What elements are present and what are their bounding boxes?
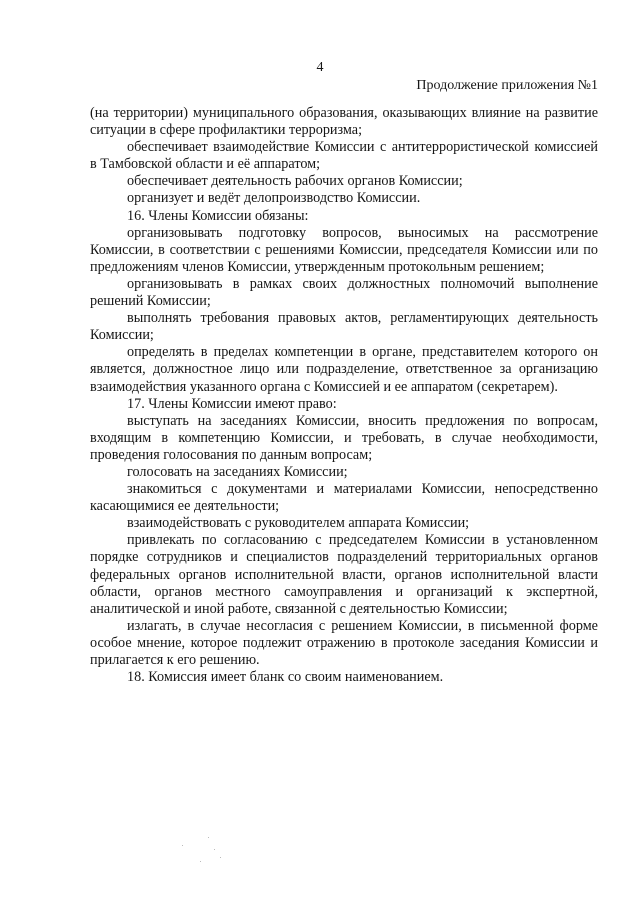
scan-noise bbox=[180, 835, 240, 865]
paragraph: взаимодействовать с руководителем аппарата Комиссии; bbox=[127, 515, 470, 532]
scan-speck bbox=[200, 861, 201, 862]
paragraph: организовывать в рамках своих должностных полномочий выполнение решений Комиссии; bbox=[90, 275, 598, 310]
section-heading-16: 16. Члены Комиссии обязаны: bbox=[127, 207, 309, 224]
section-heading-18: 18. Комиссия имеет бланк со своим наименованием. bbox=[127, 669, 444, 686]
scan-speck bbox=[214, 849, 215, 850]
paragraph: излагать, в случае несогласия с решением Комиссии, в письменной форме особое мнение, которое подлежит отражению в протоколе заседания Комиссии и прилагается к его решению. bbox=[90, 617, 598, 668]
paragraph: обеспечивает деятельность рабочих органов Комиссии; bbox=[127, 173, 463, 190]
scan-speck bbox=[182, 845, 183, 846]
document-body bbox=[90, 105, 598, 686]
paragraph: организовывать подготовку вопросов, выносимых на рассмотрение Комиссии, в соответствии с решениями Комиссии, председателя Комиссии или по предложениям членов Комиссии, утвержденным протокольным решением; bbox=[90, 224, 598, 275]
paragraph: (на территории) муниципального образования, оказывающих влияние на развитие ситуации в сфере профилактики терроризма; bbox=[90, 105, 598, 139]
paragraph: привлекать по согласованию с председателем Комиссии в установленном порядке сотрудников и специалистов подразделений территориальных органов федеральных органов исполнительной власти, органов исполнительной власти области, органов местного самоуправления и организаций к экспертной, аналитической и иной работе, связанной с деятельностью Комиссии; bbox=[90, 532, 598, 617]
scan-speck bbox=[220, 857, 221, 858]
paragraph: обеспечивает взаимодействие Комиссии с антитеррористической комиссией в Тамбовской области и её аппаратом; bbox=[90, 139, 598, 173]
paragraph: знакомиться с документами и материалами Комиссии, непосредственно касающимися ее деятельности; bbox=[90, 481, 598, 515]
paragraph: выполнять требования правовых актов, регламентирующих деятельность Комиссии; bbox=[90, 310, 598, 344]
paragraph: организует и ведёт делопроизводство Комиссии. bbox=[127, 190, 421, 207]
paragraph: определять в пределах компетенции в органе, представителем которого он является, должностное лицо или подразделение, ответственное за организацию взаимодействия указанного органа с Комиссией и ее аппаратом (секретарем). bbox=[90, 344, 598, 395]
paragraph: выступать на заседаниях Комиссии, вносить предложения по вопросам, входящим в компетенцию Комиссии, и требовать, в случае необходимости, проведения голосования по данным вопросам; bbox=[90, 412, 598, 463]
appendix-continuation-note: Продолжение приложения №1 bbox=[416, 78, 598, 93]
page-number: 4 bbox=[316, 60, 324, 75]
section-heading-17: 17. Члены Комиссии имеют право: bbox=[127, 395, 337, 412]
scan-speck bbox=[208, 837, 209, 838]
paragraph: голосовать на заседаниях Комиссии; bbox=[127, 463, 348, 480]
